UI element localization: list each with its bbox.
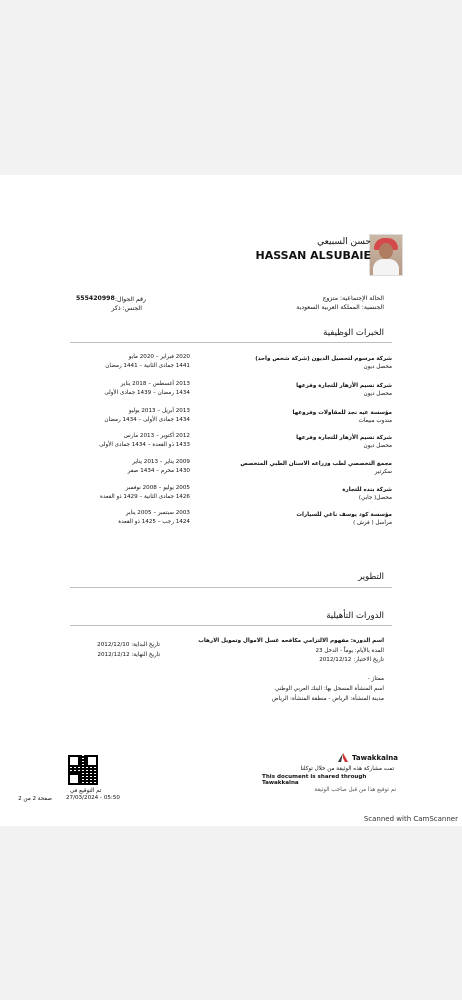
experience-company: شركة بنده للتجارة [342,487,392,493]
name-arabic: حسن السبيعي [317,237,371,247]
experience-role: مراسل ( فرش ) [353,520,392,526]
mobile-label: رقم الجوال: [114,296,146,303]
courses-divider [70,625,392,626]
experience-dates-hijri: 1434 رمضان – 1439 جمادى الأولى [104,390,190,396]
course-name: اسم الدورة: مفهوم الالتزامي مكافحه غسل الاموال وتمويل الارهاب [198,638,384,644]
experience-company: مجمع التخصصي لطب وزراعه الاسنان الطبي المتخصص [240,461,392,467]
tawakkalna-note: تم توقيع هذا من قبل صاحب الوثيقة [314,787,396,793]
nationality: الجنسية: المملكة العربية السعودية [296,304,384,311]
experience-item [70,457,392,483]
name-english: HASSAN ALSUBAIE [255,249,371,262]
top-margin [0,0,462,175]
tawakkalna-logo-icon [337,752,349,764]
course-grade: ممتاز - [367,676,384,682]
experience-company: شركة نسيم الأزهار للتجارة وفرعها [296,383,392,389]
tawakkalna-shared-en: This document is shared through Tawakkalna [262,774,367,786]
mobile-value: 555420998 [76,295,115,302]
experience-item [70,406,392,431]
experience-dates-greg: 2009 يناير – 2013 يناير [132,459,190,465]
experience-role: سكرتير [374,469,392,475]
experience-role: محصل( جابي) [358,495,392,501]
experience-dates-greg: 2005 يوليو – 2008 نوفمبر [125,485,190,491]
experience-dates-hijri: 1433 ذو القعدة – 1434 جمادى الأولى [99,442,190,448]
bottom-margin [0,826,462,1000]
development-divider [70,587,392,588]
experience-company: مؤسسة كود يوسف ناغي للسيارات [296,512,392,518]
qr-corner-icon [68,755,80,767]
experience-item [70,483,392,508]
course-exam-date: تاريخ الاختبار: 2012/12/12 [319,657,384,663]
experience-role: مندوب مبيعات [358,418,392,424]
page-number: صفحة 2 من 2 [18,796,52,802]
courses-title: الدورات التأهيلية [326,611,384,621]
experience-dates-hijri: 1430 محرم – 1434 صفر [127,468,190,474]
experience-item [70,508,392,534]
qr-code [68,755,98,785]
experience-dates-hijri: 1434 جمادى الأولى – 1434 رمضان [104,417,190,423]
qr-corner-icon [68,773,80,785]
profile-photo [369,234,403,276]
course-start-date: تاريخ البداية: 2012/12/10 [97,642,160,648]
course-institution: اسم المنشأة المسجل بها: البنك العربي الوطني [274,686,384,692]
experience-divider [70,342,392,343]
experience-dates-hijri: 1441 جمادى الثانية – 1441 رمضان [105,363,190,369]
experience-role: محصل ديون [363,391,392,397]
course-duration: المدة بالأيام: يوماً - الدخل 23 [315,648,384,654]
development-title: التطوير [358,572,384,582]
experience-dates-greg: 2020 فبراير – 2020 مايو [128,354,190,360]
experience-company: مؤسسة عيه نجد للمقاولات وفروعها [292,410,392,416]
experience-item [70,431,392,457]
experience-list [70,352,392,534]
experience-role: محصل ديون [363,364,392,370]
course-end-date: تاريخ النهاية: 2012/12/12 [97,652,160,658]
gender: الجنس: ذكر [111,305,142,312]
experience-role: محصل ديون [363,443,392,449]
experience-title: الخبرات الوظيفية [323,328,384,338]
experience-dates-greg: 2013 أبريل – 2013 يوليو [128,408,190,414]
experience-item [70,352,392,379]
camscanner-watermark: Scanned with CamScanner [363,815,458,823]
qr-corner-icon [86,755,98,767]
experience-dates-hijri: 1426 جمادى الثانية – 1429 ذو القعدة [100,494,190,500]
experience-company: شركة مرسوم لتحصيل الديون (شركة شخص واحد) [255,356,392,362]
tawakkalna-shared-ar: تمت مشاركة هذه الوثيقة من خلال توكلنا [300,766,394,772]
profile-face [379,243,393,259]
course-city: مدينة المنشأة: الرياض - منطقة المنشأة: الرياض [271,696,384,702]
experience-dates-hijri: 1424 رجب – 1425 ذو القعدة [118,519,190,525]
experience-company: شركة نسيم الأزهار للتجارة وفرعها [296,435,392,441]
tawakkalna-brand: Tawakkalna [352,754,398,762]
experience-dates-greg: 2012 أكتوبر – 2013 مارس [123,433,190,439]
profile-thobe [373,259,399,276]
signed-date-value: 27/03/2024 - 05:50 [66,795,120,801]
marital-status: الحالة الإجتماعية: متزوج [322,295,384,302]
experience-item [70,379,392,406]
signed-date-label: تم التوقيع في [70,788,102,794]
experience-dates-greg: 2013 أغسطس – 2018 يناير [120,381,190,387]
experience-dates-greg: 2003 سبتمبر – 2005 يناير [125,510,190,516]
